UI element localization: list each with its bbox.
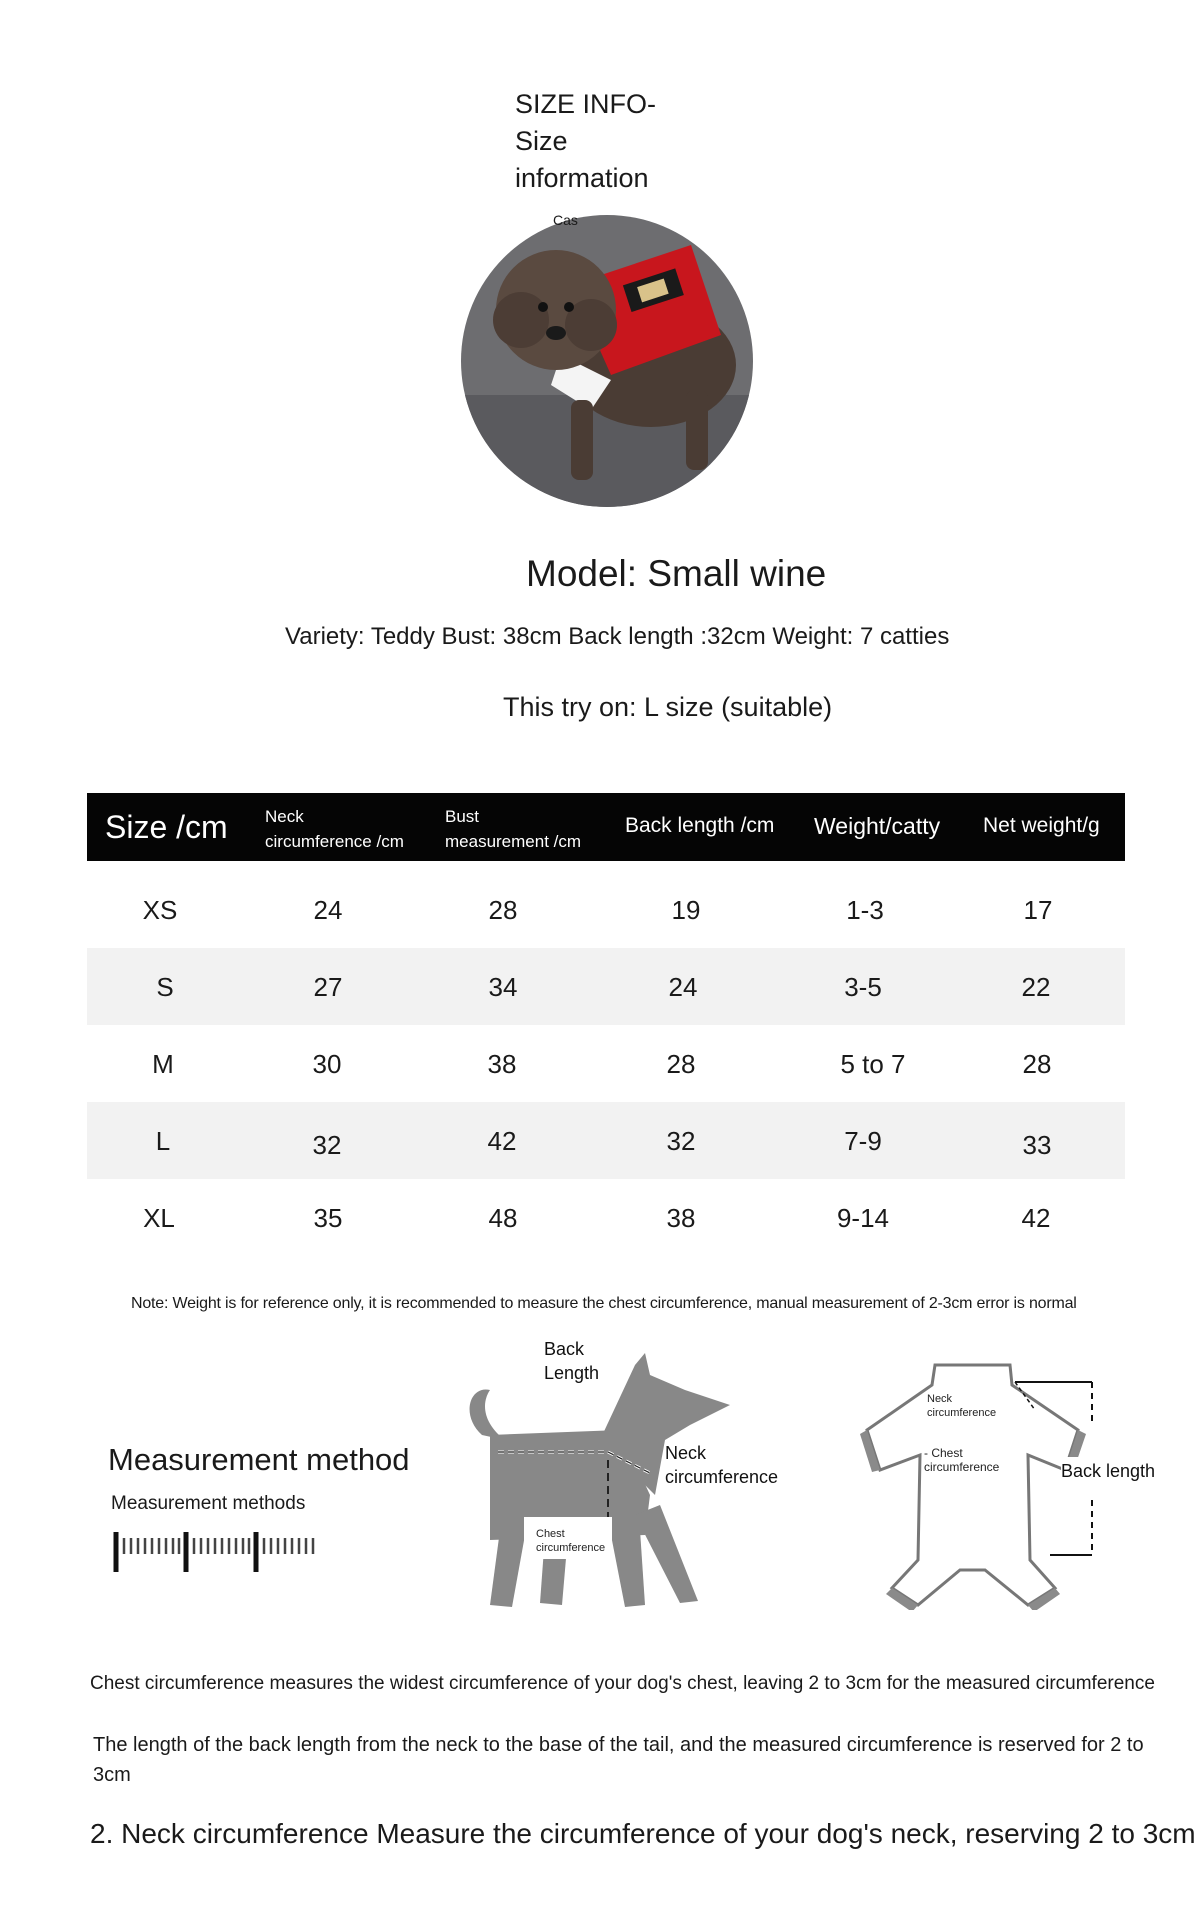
cell-net-weight: 28 — [1022, 1049, 1052, 1079]
cell-net-weight: 42 — [1021, 1203, 1051, 1233]
cell-weight: 7-9 — [844, 1126, 882, 1156]
cell-back-length: 24 — [668, 972, 698, 1002]
size-table — [87, 793, 1125, 1256]
neck-line1: Neck — [665, 1443, 707, 1463]
model-variety: Variety: Teddy Bust: 38cm Back length :32cm Weight: 7 catties — [285, 623, 950, 650]
cell-net-weight: 33 — [1022, 1130, 1052, 1160]
neck-line2: circumference — [665, 1467, 779, 1487]
header-net-weight: Net weight/g — [983, 814, 1100, 837]
chest-line1: Chest — [536, 1528, 565, 1540]
poodle-illustration — [461, 215, 753, 507]
table-row — [87, 1025, 1125, 1102]
suit-neck-line1: Neck — [927, 1393, 953, 1405]
cell-weight: 5 to 7 — [840, 1049, 906, 1079]
cell-weight: 1-3 — [846, 895, 884, 925]
header-neck-line2: circumference /cm — [265, 832, 404, 851]
cell-bust: 28 — [488, 895, 518, 925]
cell-size: XS — [142, 895, 178, 925]
cell-back-length: 38 — [666, 1203, 696, 1233]
suit-neck-label — [927, 1392, 996, 1420]
cell-neck: 32 — [312, 1130, 342, 1160]
instruction-neck: 2. Neck circumference Measure the circumference of your dog's neck, reserving 2 to 3cm — [90, 1818, 1196, 1849]
table-row — [87, 1179, 1125, 1256]
header-size: Size /cm — [105, 809, 228, 845]
table-row — [87, 948, 1125, 1025]
photo-caption: Cas — [553, 212, 578, 228]
title-line-1: SIZE INFO- Size — [515, 89, 656, 156]
header-weight: Weight/catty — [814, 813, 941, 839]
cell-neck: 35 — [313, 1203, 343, 1233]
back-length-line1: Back — [544, 1339, 585, 1359]
header-neck-line1: Neck — [265, 807, 304, 826]
try-on-size: This try on: L size (suitable) — [503, 692, 833, 722]
size-table-header — [87, 793, 1125, 861]
chest-line2: circumference — [536, 1542, 606, 1554]
cell-bust: 38 — [487, 1049, 517, 1079]
cell-back-length: 28 — [666, 1049, 696, 1079]
suit-measurement-diagram — [840, 1360, 1180, 1610]
header-bust — [445, 804, 581, 854]
cell-weight: 3-5 — [844, 972, 882, 1002]
neck-circumference-label — [665, 1441, 778, 1489]
title-line-2: information — [515, 163, 649, 193]
back-length-line2: Length — [544, 1363, 600, 1383]
page-title — [515, 86, 715, 197]
cell-size: M — [152, 1049, 174, 1079]
cell-bust: 42 — [487, 1126, 517, 1156]
suit-chest-label — [924, 1446, 999, 1474]
model-title: Model: Small wine — [526, 553, 827, 594]
instruction-back-length: The length of the back length from the neck to the base of the tail, and the measured circumference is reserved for 2 to 3cm — [93, 1734, 1144, 1786]
header-neck — [265, 804, 404, 854]
cell-net-weight: 17 — [1023, 895, 1053, 925]
cell-bust: 48 — [488, 1203, 518, 1233]
cell-size: L — [155, 1126, 171, 1156]
suit-back-length-label: Back length — [1061, 1457, 1155, 1485]
cell-size: S — [156, 972, 174, 1002]
instruction-chest: Chest circumference measures the widest circumference of your dog's chest, leaving 2 to 3cm for the measured circumference — [90, 1673, 1155, 1694]
cell-weight: 9-14 — [836, 1203, 890, 1233]
measurement-subtitle: Measurement methods — [111, 1493, 306, 1514]
dog-measurement-diagram — [450, 1339, 810, 1615]
cell-back-length: 19 — [671, 895, 701, 925]
measurement-title: Measurement method — [108, 1442, 410, 1477]
table-row — [87, 871, 1125, 948]
cell-neck: 27 — [313, 972, 343, 1002]
suit-neck-line2: circumference — [927, 1407, 997, 1419]
header-bust-line1: Bust — [445, 807, 480, 826]
ruler-icon — [112, 1530, 322, 1579]
cell-bust: 34 — [488, 972, 518, 1002]
suit-chest-line1: - Chest — [924, 1446, 963, 1460]
chest-circumference-label — [524, 1517, 612, 1559]
weight-note: Note: Weight is for reference only, it is recommended to measure the chest circumference, manual measurement of 2-3cm error is normal — [131, 1295, 1077, 1312]
cell-back-length: 32 — [666, 1126, 696, 1156]
back-length-label — [544, 1337, 599, 1385]
header-back-length: Back length /cm — [625, 814, 775, 837]
cell-net-weight: 22 — [1021, 972, 1051, 1002]
table-row — [87, 1102, 1125, 1179]
suit-chest-line2: circumference — [924, 1460, 1000, 1474]
header-bust-line2: measurement /cm — [445, 832, 582, 851]
cell-neck: 30 — [312, 1049, 342, 1079]
cell-neck: 24 — [313, 895, 343, 925]
cell-size: XL — [143, 1203, 175, 1233]
model-dog-photo — [461, 215, 753, 507]
